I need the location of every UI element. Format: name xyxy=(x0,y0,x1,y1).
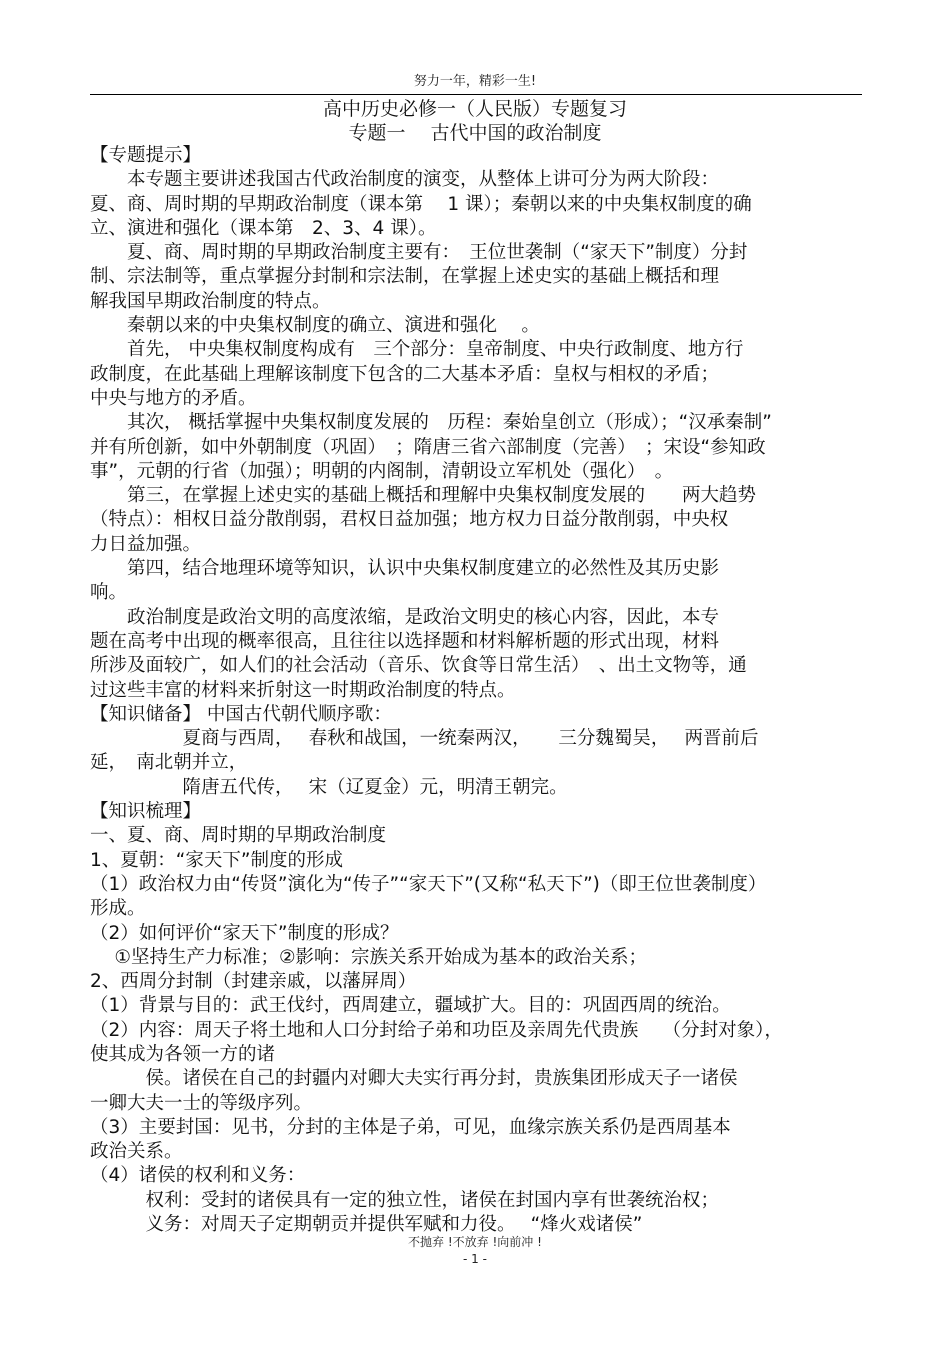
text-line: 【专题提示】 xyxy=(90,145,202,166)
text-line: （特点）：相权日益分散削弱，君权日益加强；地方权力日益分散削弱，中央权 xyxy=(90,509,729,531)
text-line: 使其成为各领一方的诸 xyxy=(90,1043,276,1065)
text-line: 首先， 中央集权制度构成有 三个部分：皇帝制度、中央行政制度、地方行 xyxy=(90,339,744,361)
text-line: 夏、商、周时期的早期政治制度（课本第 1 课）；秦朝以来的中央集权制度的确 xyxy=(90,193,752,215)
text-line: 解我国早期政治制度的特点。 xyxy=(90,290,331,312)
text-line: 隋唐五代传， 宋（辽夏金）元，明清王朝完。 xyxy=(90,776,568,798)
text-line: 延， 南北朝并立， xyxy=(90,752,248,774)
text-line: 政治制度是政治文明的高度浓缩，是政治文明史的核心内容，因此，本专 xyxy=(90,606,720,628)
text-line: （3）主要封国：见书，分封的主体是子弟，可见，血缘宗族关系仍是西周基本 xyxy=(90,1116,731,1138)
text-line: 本专题主要讲述我国古代政治制度的演变，从整体上讲可分为两大阶段： xyxy=(90,169,720,191)
text-line: 政治关系。 xyxy=(90,1141,183,1163)
page-number: - 1 - xyxy=(463,1252,487,1266)
text-line: 题在高考中出现的概率很高，且往往以选择题和材料解析题的形式出现，材料 xyxy=(90,630,720,652)
document-body xyxy=(90,144,865,1237)
header-motto: 努力一年，精彩一生! xyxy=(413,74,537,89)
text-line: （1）背景与目的：武王伐纣，西周建立，疆域扩大。目的：巩固西周的统治。 xyxy=(90,995,731,1017)
text-line: （1）政治权力由“传贤”演化为“传子”“家天下”(又称“私天下”)（即王位世袭制度） xyxy=(90,873,767,895)
text-line: （2）如何评价“家天下”制度的形成？ xyxy=(90,922,399,944)
footer-motto: 不抛弃 !不放弃 !向前冲 ! xyxy=(408,1235,542,1249)
text-line: （2）内容：周天子将土地和人口分封给子弟和功臣及亲周先代贵族 （分封对象）， xyxy=(90,1019,783,1041)
text-line: 【知识梳理】 xyxy=(90,801,202,823)
text-line: 过这些丰富的材料来折射这一时期政治制度的特点。 xyxy=(90,679,516,701)
text-line: 中央与地方的矛盾。 xyxy=(90,387,257,409)
text-line: 一、夏、商、周时期的早期政治制度 xyxy=(90,825,387,847)
text-line: 权利：受封的诸侯具有一定的独立性，诸侯在封国内享有世袭统治权； xyxy=(90,1189,720,1211)
text-line: 【知识储备】 中国古代朝代顺序歌： xyxy=(90,703,392,725)
text-line: 并有所创新，如中外朝制度（巩固） ；隋唐三省六部制度（完善） ；宋设“参知政 xyxy=(90,436,766,458)
text-line: 响。 xyxy=(90,582,128,604)
text-line: 第四，结合地理环境等知识，认识中央集权制度建立的必然性及其历史影 xyxy=(90,558,720,580)
text-line: 2、西周分封制（封建亲戚，以藩屏周） xyxy=(90,971,417,993)
text-line: 制、宗法制等，重点掌握分封制和宗法制，在掌握上述史实的基础上概括和理 xyxy=(90,266,720,288)
text-line: 1、夏朝：“家天下”制度的形成 xyxy=(90,849,343,871)
text-line: （4）诸侯的权利和义务： xyxy=(90,1165,306,1187)
text-line: 所涉及面较广，如人们的社会活动（音乐、饮食等日常生活） 、出土文物等，通 xyxy=(90,655,747,677)
text-line: 形成。 xyxy=(90,898,146,920)
document-subtitle: 专题一 古代中国的政治制度 xyxy=(348,122,602,144)
text-line: 秦朝以来的中央集权制度的确立、演进和强化 。 xyxy=(90,315,540,337)
text-line: 第三，在掌握上述史实的基础上概括和理解中央集权制度发展的 两大趋势 xyxy=(90,485,757,507)
text-line: 力日益加强。 xyxy=(90,533,202,555)
text-line: 其次， 概括掌握中央集权制度发展的 历程：秦始皇创立（形成）；“汉承秦制” xyxy=(90,412,772,434)
text-line: 夏、商、周时期的早期政治制度主要有： 王位世袭制（“家天下”制度）分封 xyxy=(90,242,748,264)
text-line: 义务：对周天子定期朝贡并提供军赋和力役。 “烽火戏诸侯” xyxy=(90,1214,643,1236)
header-divider xyxy=(90,94,862,95)
document-title: 高中历史必修一（人民版）专题复习 xyxy=(322,98,627,120)
text-line: 一卿大夫一士的等级序列。 xyxy=(90,1092,313,1114)
text-line: ①坚持生产力标准；②影响：宗族关系开始成为基本的政治关系； xyxy=(90,946,648,968)
text-line: 立、演进和强化（课本第 2、3、4 课）。 xyxy=(90,217,437,239)
text-line: 夏商与西周， 春秋和战国，一统秦两汉， 三分魏蜀吴， 两晋前后 xyxy=(90,728,759,750)
text-line: 政制度，在此基础上理解该制度下包含的二大基本矛盾：皇权与相权的矛盾； xyxy=(90,363,720,385)
text-line: 侯。诸侯在自己的封疆内对卿大夫实行再分封，贵族集团形成天子一诸侯 xyxy=(90,1068,738,1090)
text-line: 事”，元朝的行省（加强）；明朝的内阁制，清朝设立军机处（强化） 。 xyxy=(90,460,674,482)
